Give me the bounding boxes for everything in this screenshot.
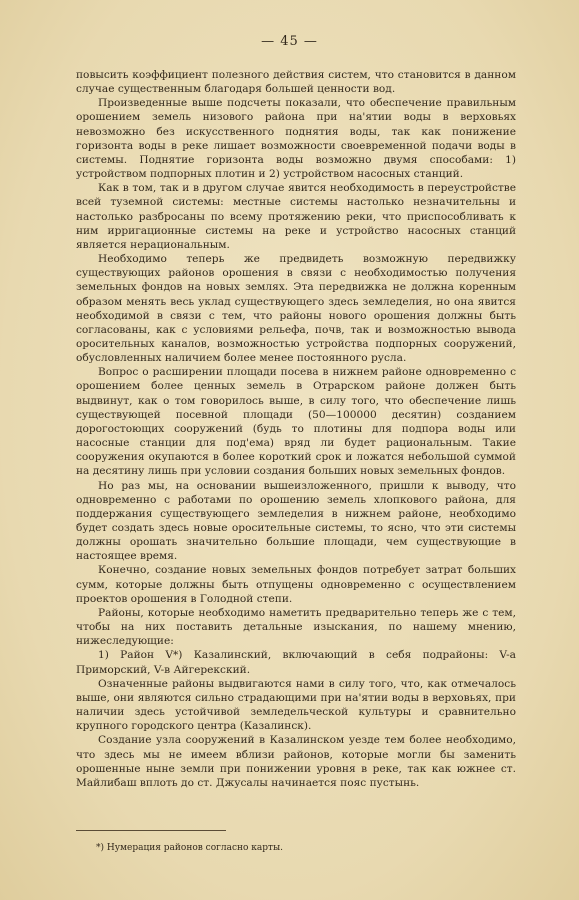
paragraph: Но раз мы, на основании вышеизложенного, пришли к выводу, что одновременно с работами по орошению земель хлопкового района, для поддержания существующего земледелия в нижнем районе, необходимо будет создать здесь новые оросительные системы, то ясно, что эти системы должны орошать значительно большие площади, чем существующие в настоящее время. <box>76 479 516 563</box>
footnote: *) Нумерация районов согласно карты. <box>96 843 284 853</box>
paragraph: Как в том, так и в другом случае явится необходимость в переустройстве всей туземной системы: местные системы настолько незначительны и настолько разбросаны по всему протяжению реки, что приспособливать к ним ирригационные системы на реке и устройство насосных станций является нерациональным. <box>76 182 516 251</box>
paragraph: Необходимо теперь же предвидеть возможную передвижку существующих районов орошения в связи с необходимостью получения земельных фондов на новых землях. Эта передвижка не должна коренным образом менять весь уклад существующего здесь земледелия, но она явится необходимой в связи с тем, что районы нового орошения должны быть согласованы, как с условиями рельефа, почв, так и возможностью вывода оросительных каналов, возможностью устройства подпорных сооружений, обусловленных наличием более менее постоянного русла. <box>76 253 516 365</box>
paragraph: 1) Район V*) Казалинский, включающий в себя подрайоны: V-а Приморский, V-в Айгерекский. <box>76 649 516 676</box>
paragraph: Произведенные выше подсчеты показали, что обеспечение правильным орошением земель низового района при на'ятии воды в верховьях невозможно без искусственного поднятия воды, так как понижение горизонта воды в реке лишает возможности своевременной подачи воды в системы. Поднятие горизонта воды возможно двумя способами: 1) устройством подпорных плотин и 2) устройством насосных станций. <box>76 97 516 181</box>
page-number: — 45 — <box>261 34 318 49</box>
paragraph: Конечно, создание новых земельных фондов потребует затрат больших сумм, которые должны быть отпущены одновременно с осуществлением проектов орошения в Голодной степи. <box>76 564 516 605</box>
paragraph: Создание узла сооружений в Казалинском уезде тем более необходимо, что здесь мы не имеем вблизи районов, которые могли бы заменить орошенные ныне земли при понижении уровня в реке, так как южнее ст. Майлибаш вплоть до ст. Джусалы начинается пояс пустынь. <box>76 734 516 789</box>
body-text <box>76 68 516 790</box>
paragraph: Означенные районы выдвигаются нами в силу того, что, как отмечалось выше, они являются сильно страдающими при на'ятии воды в верховьях, при наличии здесь устойчивой земледельческой культуры и сравнительно крупного городского центра (Казалинск). <box>76 677 516 733</box>
paragraph: Районы, которые необходимо наметить предварительно теперь же с тем, чтобы на них поставить детальные изыскания, по нашему мнению, нижеследующие: <box>76 606 516 648</box>
footnote-divider <box>76 830 226 831</box>
paragraph: Вопрос о расширении площади посева в нижнем районе одновременно с орошением более ценных земель в Отрарском районе должен быть выдвинут, как о том говорилось выше, в силу того, что обеспечение лишь существующей посевной площади (50—100000 десятин) созданием дорогостоющих сооружений (будь то плотины для подпора воды или насосные станции для под'ема) вряд ли будет рациональным. Такие сооружения окупаются в более короткий срок и ложатся небольшой суммой на десятину лишь при условии создания больших новых земельных фондов. <box>76 366 516 478</box>
paragraph: повысить коэффициент полезного действия систем, что становится в данном случае существенным благодаря большей ценности вод. <box>76 69 516 96</box>
